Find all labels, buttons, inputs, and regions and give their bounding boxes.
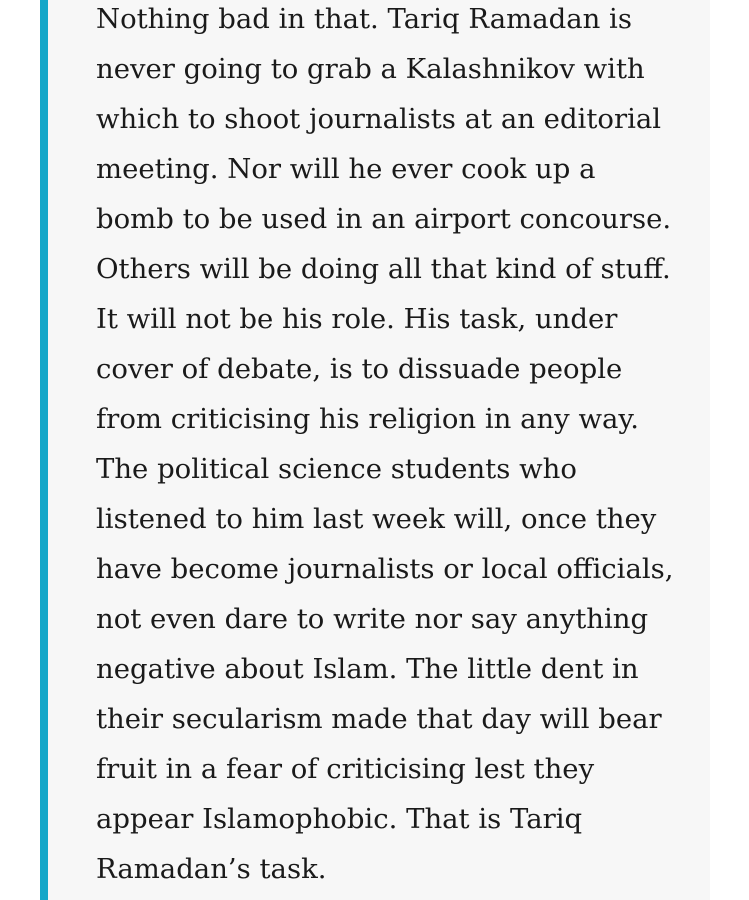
quote-line: their secularism made that day will bear [96,703,662,735]
quote-line: never going to grab a Kalashnikov with [96,53,645,85]
quote-line: negative about Islam. The little dent in [96,653,639,685]
quote-line: meeting. Nor will he ever cook up a [96,153,596,185]
quote-line: cover of debate, is to dissuade people [96,353,623,385]
quote-line: fruit in a fear of criticising lest they [96,753,595,785]
quote-line: It will not be his role. His task, under [96,303,618,335]
quote-line: bomb to be used in an airport concourse. [96,203,672,235]
quote-line: appear Islamophobic. That is Tariq [96,803,583,835]
quote-line: Others will be doing all that kind of stuff. [96,253,671,285]
quote-line: Nothing bad in that. Tariq Ramadan is [96,3,632,35]
quote-line: which to shoot journalists at an editorial [96,103,662,135]
quote-paragraph [96,0,716,894]
quote-line: The political science students who [96,453,577,485]
quote-line: from criticising his religion in any way. [96,403,640,435]
quote-line: have become journalists or local officials, [96,553,674,585]
quote-line: listened to him last week will, once they [96,503,657,535]
quote-line: Ramadan’s task. [96,853,327,885]
blockquote [40,0,710,900]
quote-line: not even dare to write nor say anything [96,603,649,635]
